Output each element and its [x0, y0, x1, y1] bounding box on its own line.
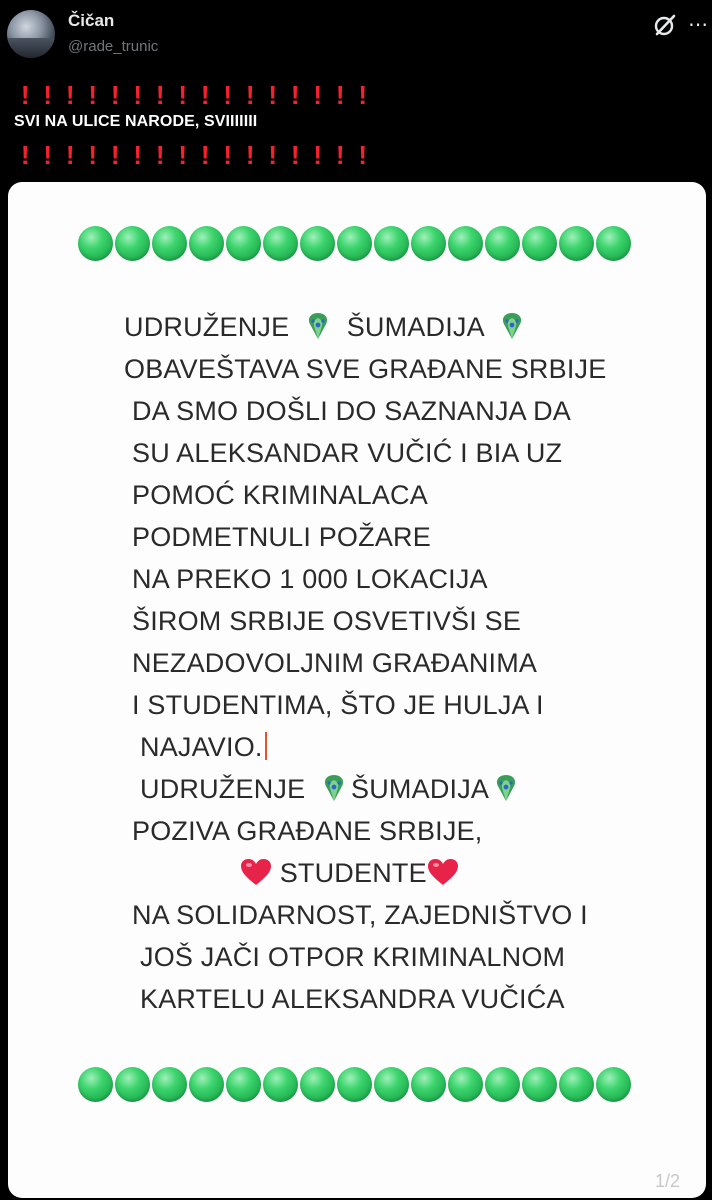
image-text-line: ŠIROM SRBIJE OSVETIVŠI SE [132, 606, 522, 636]
green-circle-icon [485, 1067, 520, 1102]
image-text-line: UDRUŽENJE ŠUMADIJA [124, 310, 533, 344]
green-circle-icon [337, 1067, 372, 1102]
image-text-line: UDRUŽENJE ŠUMADIJA [140, 772, 521, 806]
green-circle-icon [152, 1067, 187, 1102]
image-text-line: NA SOLIDARNOST, ZAJEDNIŠTVO I [132, 900, 588, 930]
image-text-line: NA PREKO 1 000 LOKACIJA [132, 564, 488, 594]
author-handle[interactable]: @rade_trunic [68, 38, 159, 55]
image-text-line: DA SMO DOŠLI DO SAZNANJA DA [132, 396, 571, 426]
more-icon[interactable]: ⋯ [688, 14, 709, 36]
green-circle-icon [448, 1067, 483, 1102]
image-text-line: POMOĆ KRIMINALACA [132, 480, 428, 510]
green-circle-icon [115, 1067, 150, 1102]
green-circle-icon [78, 1067, 113, 1102]
image-text-line: NAJAVIO. [140, 730, 267, 764]
image-text-line: JOŠ JAČI OTPOR KRIMINALNOM [140, 942, 566, 972]
exclamation-row-bottom: ! ! ! ! ! ! ! ! ! ! ! ! ! ! ! ! [20, 140, 368, 170]
green-circle-icon [411, 1067, 446, 1102]
tweet-header [0, 0, 712, 80]
avatar[interactable] [7, 10, 55, 58]
heart-icon [240, 858, 272, 886]
peacock-icon [319, 774, 349, 802]
green-circle-icon [189, 1067, 224, 1102]
tweet-media-image[interactable] [8, 182, 706, 1198]
green-circle-icon [226, 1067, 261, 1102]
green-circle-icon [596, 1067, 631, 1102]
peacock-icon [497, 312, 527, 340]
green-circle-icon [263, 1067, 298, 1102]
image-text-line: PODMETNULI POŽARE [132, 522, 431, 552]
image-text-line: NEZADOVOLJNIM GRAĐANIMA [132, 648, 538, 678]
heart-icon [427, 858, 459, 886]
image-text-line: POZIVA GRAĐANE SRBIJE, [132, 816, 483, 846]
tweet-text: SVI NA ULICE NARODE, SVIIIIIII [14, 113, 258, 130]
image-text-line: I STUDENTIMA, ŠTO JE HULJA I [132, 690, 544, 720]
grok-icon[interactable] [652, 12, 678, 38]
author-name[interactable]: Čičan [68, 11, 115, 30]
image-text-line: STUDENTE [240, 856, 459, 890]
peacock-icon [491, 774, 521, 802]
green-circle-row-bottom [78, 1067, 631, 1102]
image-text-line: OBAVEŠTAVA SVE GRAĐANE SRBIJE [124, 354, 607, 384]
image-text-line: KARTELU ALEKSANDRA VUČIĆA [140, 984, 565, 1014]
text-caret [265, 732, 267, 760]
green-circle-icon [374, 1067, 409, 1102]
image-pager: 1/2 [654, 1171, 680, 1191]
green-circle-icon [522, 1067, 557, 1102]
green-circle-icon [559, 1067, 594, 1102]
exclamation-row-top: ! ! ! ! ! ! ! ! ! ! ! ! ! ! ! ! [20, 80, 368, 110]
peacock-icon [303, 312, 333, 340]
green-circle-icon [300, 1067, 335, 1102]
image-text-line: SU ALEKSANDAR VUČIĆ I BIA UZ [132, 438, 563, 468]
image-text-block [8, 182, 706, 1198]
